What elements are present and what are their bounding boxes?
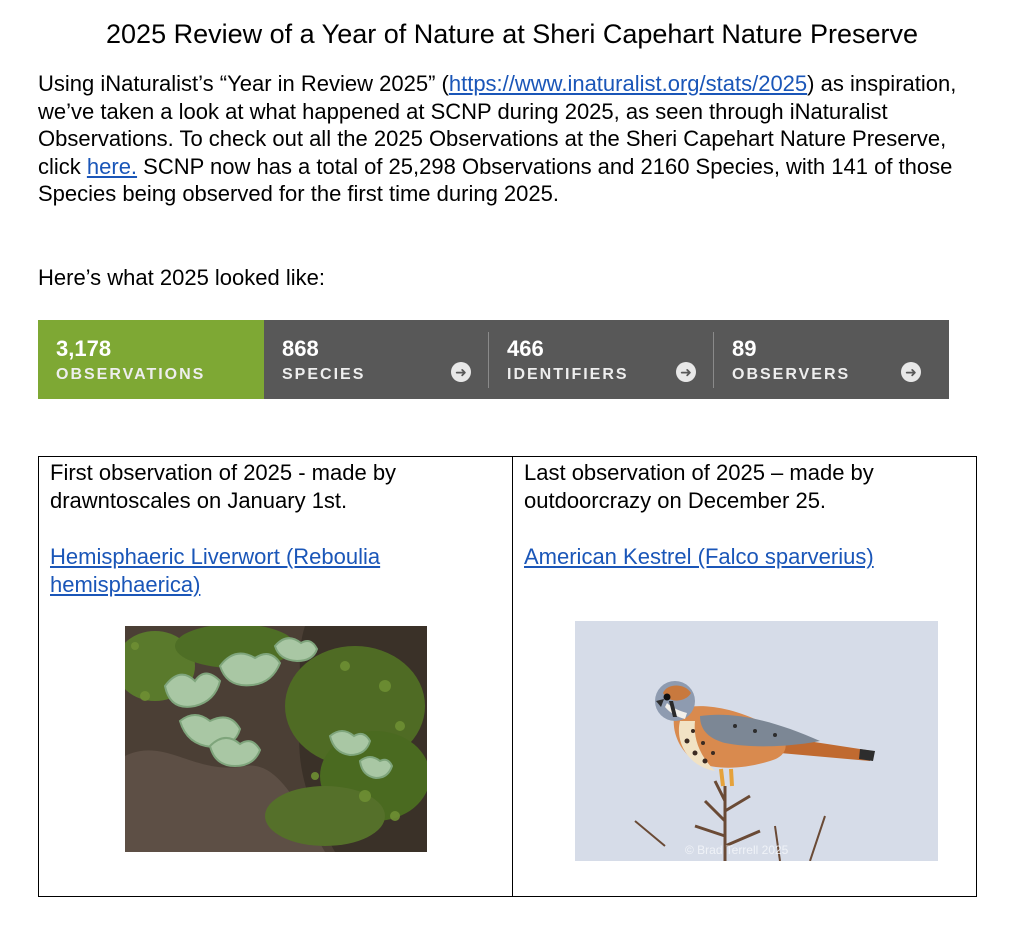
stat-label: SPECIES (282, 366, 366, 383)
observations-table (38, 456, 977, 897)
stats-bar (38, 320, 949, 399)
stat-label: OBSERVERS (732, 366, 851, 383)
stat-label: IDENTIFIERS (507, 366, 629, 383)
liverwort-image (125, 626, 427, 852)
liverwort-species-link[interactable]: Hemisphaeric Liverwort (Reboulia hemisphaerica) (50, 544, 381, 597)
intro-text-2: ) as inspiration, we’ve taken a look at what happened at SCNP during 2025, as seen through iNaturalist Observations. To check out all the 2025 Observations at the Sheri Capehart Nature Preserve, click (38, 71, 957, 179)
stat-observations[interactable] (38, 320, 264, 399)
liverwort-photo[interactable] (125, 626, 427, 852)
kestrel-photo[interactable] (575, 621, 938, 861)
lead-text: Here’s what 2025 looked like: (38, 265, 325, 290)
stats-2025-link[interactable]: https://www.inaturalist.org/stats/2025 (448, 71, 808, 96)
here-link[interactable]: here. (86, 153, 138, 179)
stat-observers[interactable] (714, 320, 939, 399)
intro-text-3: SCNP now has a total of 25,298 Observations and 2160 Species, with 141 of those Species being observed for the first time during 2025. (38, 153, 953, 206)
stat-label: OBSERVATIONS (56, 366, 206, 383)
last-observation-cell (513, 457, 976, 896)
stat-identifiers[interactable] (489, 320, 714, 399)
stat-species[interactable] (264, 320, 489, 399)
first-observation-cell (39, 457, 513, 896)
arrow-right-circle-icon[interactable]: ➜ (901, 362, 921, 382)
stat-value: 868 (282, 336, 319, 361)
intro-paragraph (38, 70, 978, 208)
arrow-right-circle-icon[interactable]: ➜ (676, 362, 696, 382)
stat-value: 466 (507, 336, 544, 361)
page-title: 2025 Review of a Year of Nature at Sheri Capehart Nature Preserve (106, 19, 918, 49)
stat-value: 3,178 (56, 336, 112, 361)
photo-watermark: © Brad Terrell 2025 (685, 843, 789, 857)
last-observation-description: Last observation of 2025 – made by outdoorcrazy on December 25. (524, 460, 874, 513)
kestrel-image (575, 621, 938, 861)
stat-value: 89 (732, 336, 757, 361)
first-observation-description: First observation of 2025 - made by drawntoscales on January 1st. (50, 460, 397, 513)
kestrel-species-link[interactable]: American Kestrel (Falco sparverius) (524, 544, 874, 569)
arrow-right-circle-icon[interactable]: ➜ (451, 362, 471, 382)
intro-text-1: Using iNaturalist’s “Year in Review 2025” ( (38, 71, 449, 96)
